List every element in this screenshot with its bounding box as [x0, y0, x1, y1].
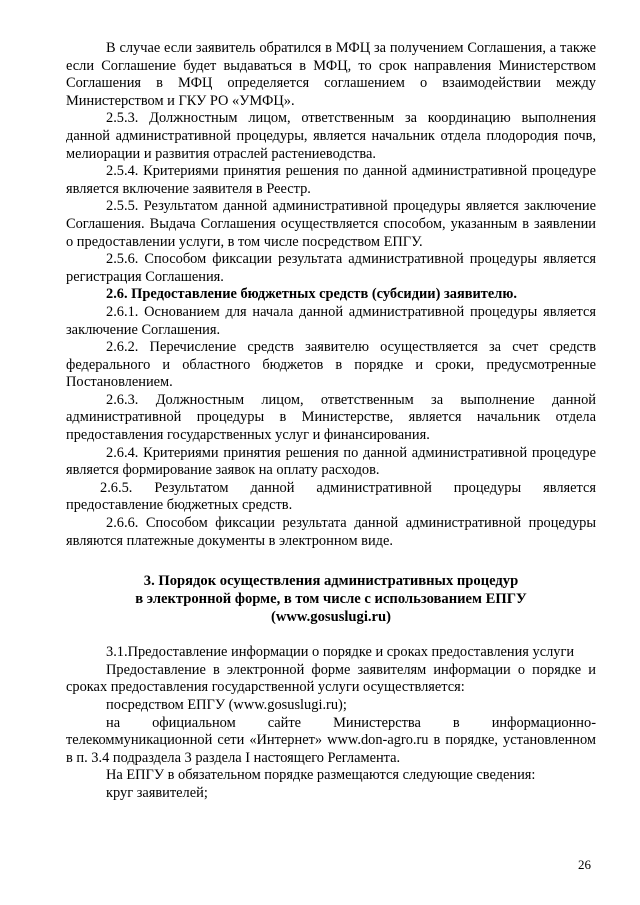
spacer — [66, 626, 596, 644]
paragraph-2-6-3: 2.6.3. Должностным лицом, ответственным за выполнение данной административной процедуры в Министерстве, является начальник отдела предоставления государственных услуг и финансирования. — [66, 391, 596, 444]
section-2-6-title: 2.6. Предоставление бюджетных средств (субсидии) заявителю. — [106, 286, 517, 303]
section-3-heading-line-3: (www.gosuslugi.ru) — [270, 609, 391, 626]
section-3-heading-line-2: в электронной форме, в том числе с использованием ЕПГУ — [135, 591, 527, 608]
paragraph-epgu-info: На ЕПГУ в обязательном порядке размещаются следующие сведения: — [106, 767, 536, 784]
paragraph-2-6-1: 2.6.1. Основанием для начала данной административной процедуры является заключение Соглашения. — [66, 303, 596, 338]
paragraph-2-5-6: 2.5.6. Способом фиксации результата административной процедуры является регистрация Соглашения. — [66, 251, 596, 285]
paragraph-2-6-4: 2.6.4. Критериями принятия решения по данной административной процедуре является формирование заявок на оплату расходов. — [66, 444, 596, 479]
page-number: 26 — [578, 857, 591, 872]
section-3-heading-line-1: 3. Порядок осуществления административных процедур — [143, 573, 519, 590]
paragraph-official-site: на официальном сайте Министерства в информационно-телекоммуникационной сети «Интернет» www.don-agro.ru в порядке, установленном в п. 3.4 подраздела 3 раздела I настоящего Регламента. — [66, 714, 596, 766]
paragraph-3-1: 3.1.Предоставление информации о порядке и сроках предоставления услуги — [106, 644, 575, 661]
paragraph-2-5-4: 2.5.4. Критериями принятия решения по данной административной процедуре является включение заявителя в Реестр. — [66, 163, 596, 197]
spacer — [66, 550, 596, 572]
page-content — [66, 40, 596, 803]
paragraph-via-epgu: посредством ЕПГУ (www.gosuslugi.ru); — [106, 697, 347, 713]
paragraph-mfc-agreement: В случае если заявитель обратился в МФЦ за получением Соглашения, а также если Соглашение будет выдаваться в МФЦ, то срок направления Министерством Соглашения в МФЦ определяется соглашением о взаимодействии между Министерством и ГКУ РО «УМФЦ». — [66, 40, 596, 109]
paragraph-2-6-6: 2.6.6. Способом фиксации результата данной административной процедуры являются платежные документы в электронном виде. — [66, 515, 596, 549]
paragraph-2-6-2: 2.6.2. Перечисление средств заявителю осуществляется за счет средств федерального и областного бюджетов в порядке и сроки, предусмотренные Постановлением. — [66, 339, 596, 391]
paragraph-applicants-circle: круг заявителей; — [106, 784, 208, 801]
paragraph-2-5-3: 2.5.3. Должностным лицом, ответственным за координацию выполнения данной административной процедуры, является начальник отдела плодородия почв, мелиорации и развития отраслей растениеводства. — [66, 110, 596, 162]
paragraph-2-5-5: 2.5.5. Результатом данной административной процедуры является заключение Соглашения. Выдача Соглашения осуществляется способом, указанным в заявлении о предоставлении услуги, в том числе посредством ЕПГУ. — [66, 198, 596, 250]
paragraph-2-6-5: 2.6.5. Результатом данной административной процедуры является предоставление бюджетных средств. — [66, 479, 596, 514]
paragraph-electronic-info: Предоставление в электронной форме заявителям информации о порядке и сроках предоставления государственной услуги осуществляется: — [66, 661, 596, 696]
